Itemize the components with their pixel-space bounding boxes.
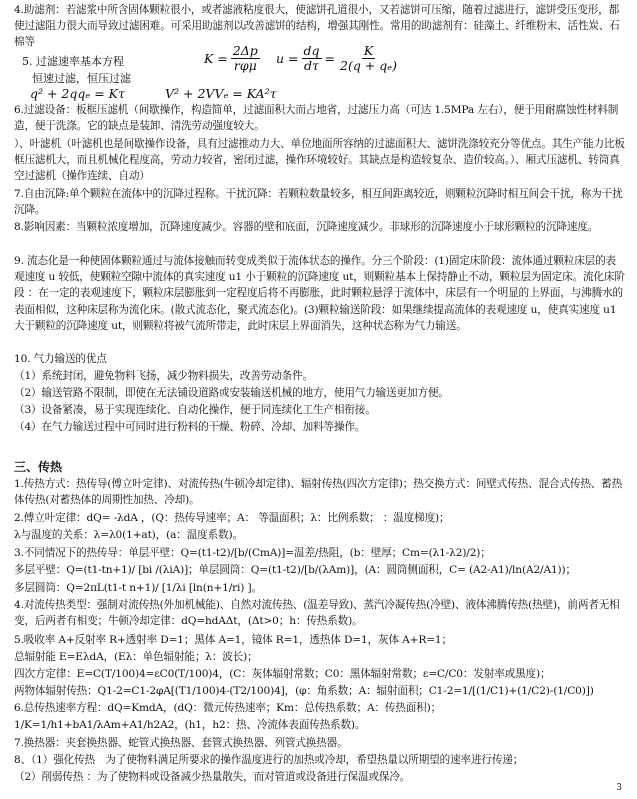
heat-6-rate-equation: 6.总传热速率方程：dQ=KmdA，(dQ：微元传热速率；Km：总传热系数；A：传热面积)； [14,702,442,714]
para-10-item-4: （4）在气力输送过程中可同时进行粉料的干燥、粉碎、冷却、加料等操作。 [14,421,366,433]
para-8-factors: 8.影响因素：当颗粒浓度增加，沉降速度减少。容器的壁和底面，沉降速度减少。非球形的沉降速度小于球形颗粒的沉降速度。 [14,221,599,233]
para-5-const: 恒速过滤，恒压过滤 [32,72,131,85]
heat-5b-radiant-energy: 总辐射能 E=EλdA，(Eλ：单色辐射能；λ：波长)； [14,651,258,663]
para-7-free-settling: 7.自由沉降:单个颗粒在流体中的沉降过程称。干扰沉降：若颗粒数量较多，相互间距离较近，则颗粒沉降时相互间会干扰，称为干扰沉降。 [14,188,623,217]
para-10-item-3: （3）设备紧凑，易于实现连续化、自动化操作，便于同连续化工生产相衔接。 [14,404,376,416]
para-10-item-2: （2）输送管路不限制，即使在无法铺设道路或安装输送机械的地方，使用气力输送更加方便。 [14,387,449,399]
heat-5-absorption: 5.吸收率 A+反射率 R+透射率 D=1；黑体 A=1，镜体 R=1，透热体 D=1，灰体 A+R=1； [14,634,452,646]
para-6-filter-equipment: 6.过滤设备：板框压滤机（间歇操作，构造简单，过滤面积大而占地省，过滤压力高（可达 1.5MPa 左右），便于用耐腐蚀性材料制造，便于洗涤。它的缺点是装卸、清洗劳动强度较大。 [14,104,619,133]
heat-5d-two-body: 两物体辐射传热：Q1-2=C1-2φA[(T1/100)4-(T2/100)4]，(φ：角系数；A：辐射面积；C1-2=1/[(1/C1)+(1/C2)-(1/C0)]) [14,685,594,697]
para-10-item-1: （1）系统封闭，避免物料飞扬，减少物料损失，改善劳动条件。 [14,370,314,382]
heat-4-convection: 4.对流传热类型：强制对流传热(外加机械能)、自然对流传热、(温差导致)、蒸汽冷凝传热(冷壁)、液体沸腾传热(热壁)，前两者无相变，后两者有相变；牛顿冷却定律：dQ=hdAΔt，(Δt>0；h：传热系数)。 [14,599,620,628]
formula-u-left: u = [276,51,299,66]
formula-u-num: dq [303,43,320,58]
formula-u-frac1 [302,44,322,73]
formula-V: V² + 2VVₑ = KA²τ [165,86,277,101]
formula-K-left: K = [204,51,228,66]
heat-2-fourier: 2.傅立叶定律：dQ= -λdA ，(Q：热传导速率；A： 等温面积；λ：比例系数； ：温度梯度)； [14,512,450,524]
para-5-title: 5. 过滤速率基本方程 [22,55,124,68]
formula-u2-num: K [363,43,374,58]
heat-3b-multilayer: 多层平壁：Q=(t1-tn+1)/ [bi /(λiA)]；单层圆筒：Q=(t1-t2)/[b/(λAm)]，(A：圆筒侧面积，C= (A2-A1)/ln(A2/A1))； [14,564,576,576]
formula-u-frac2 [338,44,399,73]
section-heat-transfer-heading: 三、传热 [14,460,63,474]
formula-u [276,44,399,73]
para-4-filter-aid: 4.助滤剂：若滤浆中所含固体颗粒很小，或者滤液粘度很大，使滤饼孔道很小，又若滤饼可压缩，随着过滤进行，滤饼受压变形，都使过滤阻力很大而导致过滤困难。可采用助滤剂以改善滤饼的结构，增强其刚性。常用的助滤剂有：硅藻土、纤维粉末、活性炭、石棉等 [14,4,620,49]
heat-6b-K: 1/K=1/h1+bA1/λAm+A1/h2A2，(h1，h2：热、冷流体表面传热系数)。 [14,719,366,731]
heat-1-methods: 1.传热方式：热传导(傅立叶定律)、对流传热(牛顿冷却定律)、辐射传热(四次方定律)；热交换方式：间壁式传热、混合式传热、蓄热体传热(对蓄热体的周期性加热、冷却)。 [14,478,623,507]
para-6b-leaf-filter: ）、叶滤机（叶滤机也是间歇操作设备，具有过滤推动力大、单位地面所容纳的过滤面积大、滤饼洗涤较充分等优点。其生产能力比板框压滤机大，而且机械化程度高，劳动力较省，密闭过滤，操作环境较好。其缺点是构造较复杂、造价较高。）、厢式压滤机、转筒真空过滤机（操作连续、自动） [14,138,625,183]
heat-2b-lambda: λ与温度的关系：λ=λ0(1+at)，(a：温度系数)。 [14,529,243,541]
heat-8b-reduce: （2）削弱传热 ：为了使物料或设备减少热量散失，而对管道或设备进行保温或保冷。 [14,771,411,783]
formula-q: q² + 2qqₑ = Kτ [30,86,125,101]
heat-3c-cylinder: 多层圆筒：Q=2πL(t1-t n+1)/ [1/λi [ln(n+1/ri) ]。 [14,582,262,594]
heat-5c-fourth-power: 四次方定律：E=C(T/100)4=εC0(T/100)4，(C：灰体辐射常数；C0：黑体辐射常数；ε=C/C0：发射率或黑度)； [14,668,551,680]
heat-8-enhance: 8、（1）强化传热 为了使物料满足所要求的操作温度进行的加热或冷却，希望热量以所期望的速率进行传递； [14,754,524,766]
para-10-title: 10. 气力输送的优点 [14,353,107,365]
heat-3-conduction: 3.不同情况下的热传导：单层平壁：Q=(t1-t2)/[b/(CmA)]=温差/热阻，(b：壁厚；Cm=(λ1-λ2)/2)； [14,547,491,559]
formula-K-num: 2Δp [232,43,258,58]
formula-u-den: dτ [304,58,319,73]
formula-K-frac [231,44,260,73]
formula-u-eq: = [324,51,335,66]
formula-K-den: rφμ [233,58,257,73]
heat-7-exchangers: 7.换热器：夹套换热器、蛇管式换热器、套管式换热器、列管式换热器。 [14,737,348,749]
formula-K [204,44,260,73]
page-number: 3 [616,783,622,793]
para-9-fluidization: 9. 流态化是一种使固体颗粒通过与流体接触而转变成类似于流体状态的操作。分三个阶段：(1)固定床阶段：流体通过颗粒床层的表观速度 u 较低，使颗粒空隙中流体的真实速度 u1 小于颗粒的沉降速度 ut，则颗粒基本上保持静止不动，颗粒层为固定床。流化床阶段 ：在一定的表观速度下，颗粒床层膨胀到一定程度后将不再膨胀，此时颗粒悬浮于流体中，床层有一个明显的上界面，与沸腾水的表面相似，这种床层称为流化床。(散式流态化，聚式流态化)。(3)颗粒输送阶段：如果继续提高流体的表观速度 u，使真实速度 u1 大于颗粒的沉降速度 ut，则颗粒将被气流所带走，此时床层上界面消失，这种状态称为气力输送。 [14,255,625,332]
formula-u2-den: 2(q + qₑ) [340,58,397,73]
